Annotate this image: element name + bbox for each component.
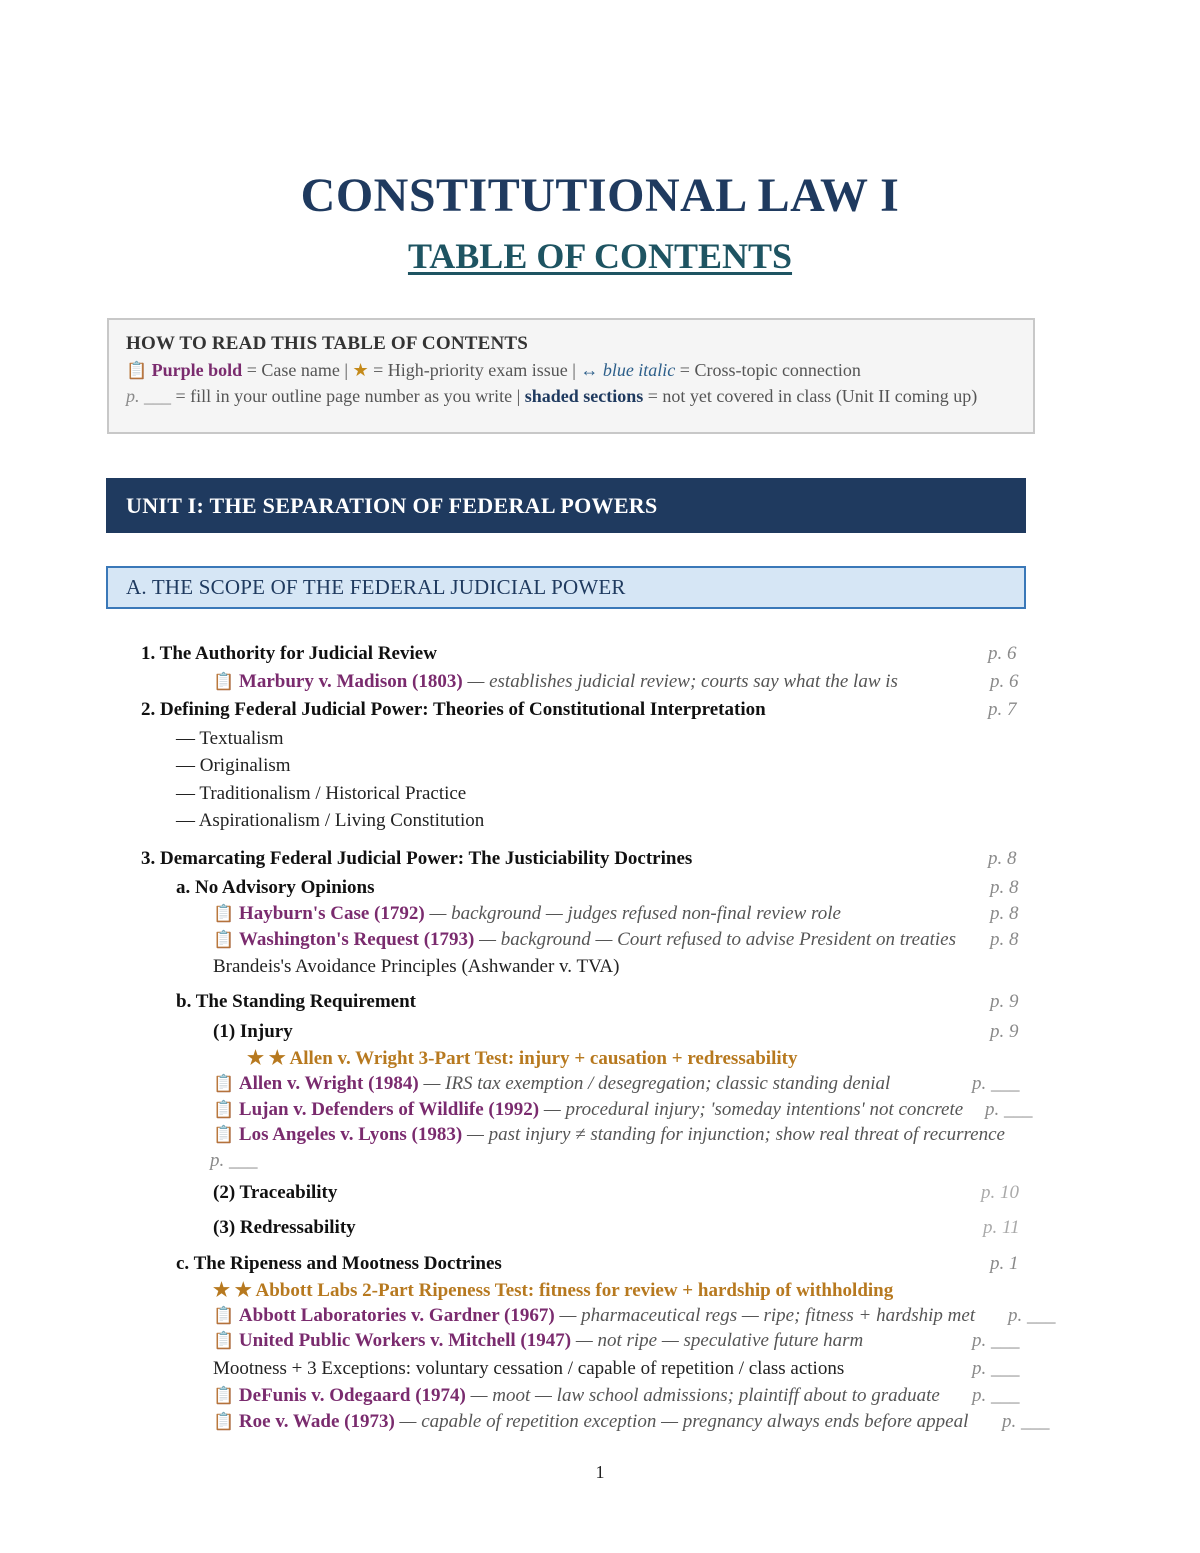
case-desc: — establishes judicial review; courts say what the law is <box>462 671 898 692</box>
case-desc: — procedural injury; 'someday intentions' not concrete <box>539 1099 964 1120</box>
legend-box <box>107 318 1035 434</box>
section-header: A. THE SCOPE OF THE FEDERAL JUDICIAL POWER <box>106 566 1026 609</box>
theory-textualism: — Textualism <box>176 728 284 749</box>
toc-item-3c: c. The Ripeness and Mootness Doctrines <box>176 1253 502 1274</box>
clipboard-icon: 📋 <box>213 1331 235 1351</box>
legend-shaded-desc: = not yet covered in class (Unit II coming up) <box>647 386 978 406</box>
case-name: Roe v. Wade (1973) <box>238 1411 395 1432</box>
toc-redressability-page: p. 11 <box>983 1217 1020 1238</box>
case-desc: — pharmaceutical regs — ripe; fitness + hardship met <box>554 1305 976 1326</box>
legend-shaded-label: shaded sections <box>524 386 644 406</box>
case-desc: — capable of repetition exception — pregnancy always ends before appeal <box>394 1411 969 1432</box>
case-abbott-page: p. ___ <box>1008 1305 1056 1326</box>
document-title: CONSTITUTIONAL LAW I <box>300 169 900 222</box>
clipboard-icon: 📋 <box>213 1125 235 1145</box>
mootness-page: p. ___ <box>972 1358 1020 1379</box>
case-name: Marbury v. Madison (1803) <box>238 671 463 692</box>
case-defunis <box>213 1385 940 1407</box>
case-allen <box>213 1073 890 1095</box>
case-name: Washington's Request (1793) <box>238 929 475 950</box>
case-lyons <box>213 1124 1005 1146</box>
toc-item-3c-page: p. 1 <box>990 1253 1019 1274</box>
clipboard-icon: 📋 <box>213 1412 235 1432</box>
document-subtitle: TABLE OF CONTENTS <box>407 236 793 276</box>
case-marbury <box>213 671 898 693</box>
toc-item-3b: b. The Standing Requirement <box>176 991 417 1012</box>
toc-item-3-page: p. 8 <box>988 848 1017 869</box>
case-roe-page: p. ___ <box>1002 1411 1050 1432</box>
legend-page-desc: = fill in your outline page number as you write | <box>175 386 521 406</box>
case-desc: — IRS tax exemption / desegregation; classic standing denial <box>418 1073 891 1094</box>
case-marbury-page: p. 6 <box>990 671 1019 692</box>
toc-injury: (1) Injury <box>213 1021 293 1042</box>
legend-line-1 <box>126 357 1023 385</box>
case-lujan-page: p. ___ <box>985 1099 1033 1120</box>
case-washington <box>213 929 956 951</box>
toc-item-2: 2. Defining Federal Judicial Power: Theories of Constitutional Interpretation <box>141 699 766 720</box>
clipboard-icon: 📋 <box>213 1100 235 1120</box>
toc-redressability: (3) Redressability <box>213 1217 356 1238</box>
case-name: Abbott Laboratories v. Gardner (1967) <box>238 1305 555 1326</box>
clipboard-icon: 📋 <box>213 930 235 950</box>
case-name: Allen v. Wright (1984) <box>238 1073 419 1094</box>
unit-header: UNIT I: THE SEPARATION OF FEDERAL POWERS <box>106 478 1026 533</box>
clipboard-icon: 📋 <box>213 672 235 692</box>
case-allen-page: p. ___ <box>972 1073 1020 1094</box>
case-name: Los Angeles v. Lyons (1983) <box>238 1124 463 1145</box>
clipboard-icon: 📋 <box>213 1306 235 1326</box>
legend-arrow-label: ↔ blue italic <box>580 360 676 380</box>
legend-purple-label: Purple bold <box>151 360 243 380</box>
case-hayburn-page: p. 8 <box>990 903 1019 924</box>
toc-traceability: (2) Traceability <box>213 1182 338 1203</box>
legend-purple-desc: = Case name | <box>246 360 348 380</box>
case-desc: — past injury ≠ standing for injunction; show real threat of recurrence <box>462 1124 1005 1145</box>
clipboard-icon: 📋 <box>213 1074 235 1094</box>
case-upw <box>213 1330 863 1352</box>
brandeis-principles: Brandeis's Avoidance Principles (Ashwander v. TVA) <box>213 956 620 977</box>
toc-item-1-page: p. 6 <box>988 643 1017 664</box>
case-hayburn <box>213 903 841 925</box>
legend-arrow-desc: = Cross-topic connection <box>679 360 861 380</box>
toc-traceability-page: p. 10 <box>981 1182 1019 1203</box>
legend-heading: HOW TO READ THIS TABLE OF CONTENTS <box>126 333 529 354</box>
case-lyons-page: p. ___ <box>210 1150 258 1171</box>
case-desc: — moot — law school admissions; plaintiff about to graduate <box>465 1385 940 1406</box>
clipboard-icon: 📋 <box>213 1386 235 1406</box>
case-washington-page: p. 8 <box>990 929 1019 950</box>
toc-item-3a-page: p. 8 <box>990 877 1019 898</box>
case-defunis-page: p. ___ <box>972 1385 1020 1406</box>
case-lujan <box>213 1099 963 1121</box>
allen-test: ★ ★ Allen v. Wright 3-Part Test: injury + causation + redressability <box>247 1048 798 1069</box>
page-number: 1 <box>595 1462 605 1482</box>
case-desc: — background — Court refused to advise President on treaties <box>474 929 956 950</box>
case-roe <box>213 1411 968 1433</box>
toc-item-3b-page: p. 9 <box>990 991 1019 1012</box>
case-upw-page: p. ___ <box>972 1330 1020 1351</box>
star-icon: ★ <box>352 360 369 380</box>
toc-item-2-page: p. 7 <box>988 699 1017 720</box>
legend-star-desc: = High-priority exam issue | <box>373 360 576 380</box>
case-name: Hayburn's Case (1792) <box>238 903 425 924</box>
toc-item-1: 1. The Authority for Judicial Review <box>141 643 437 664</box>
case-desc: — not ripe — speculative future harm <box>571 1330 864 1351</box>
abbott-test: ★ ★ Abbott Labs 2-Part Ripeness Test: fitness for review + hardship of withholding <box>213 1280 894 1301</box>
mootness-exceptions: Mootness + 3 Exceptions: voluntary cessation / capable of repetition / class actions <box>213 1358 845 1379</box>
clipboard-icon: 📋 <box>126 361 148 381</box>
case-name: United Public Workers v. Mitchell (1947) <box>238 1330 572 1351</box>
toc-injury-page: p. 9 <box>990 1021 1019 1042</box>
case-name: Lujan v. Defenders of Wildlife (1992) <box>238 1099 540 1120</box>
theory-aspirationalism: — Aspirationalism / Living Constitution <box>176 810 485 831</box>
theory-originalism: — Originalism <box>176 755 291 776</box>
legend-page-label: p. ___ <box>126 386 171 406</box>
case-desc: — background — judges refused non-final review role <box>424 903 841 924</box>
case-abbott <box>213 1305 975 1327</box>
theory-traditionalism: — Traditionalism / Historical Practice <box>176 783 467 804</box>
case-name: DeFunis v. Odegaard (1974) <box>238 1385 466 1406</box>
clipboard-icon: 📋 <box>213 904 235 924</box>
legend-line-2 <box>126 385 1023 408</box>
toc-item-3: 3. Demarcating Federal Judicial Power: The Justiciability Doctrines <box>141 848 693 869</box>
toc-item-3a: a. No Advisory Opinions <box>176 877 375 898</box>
